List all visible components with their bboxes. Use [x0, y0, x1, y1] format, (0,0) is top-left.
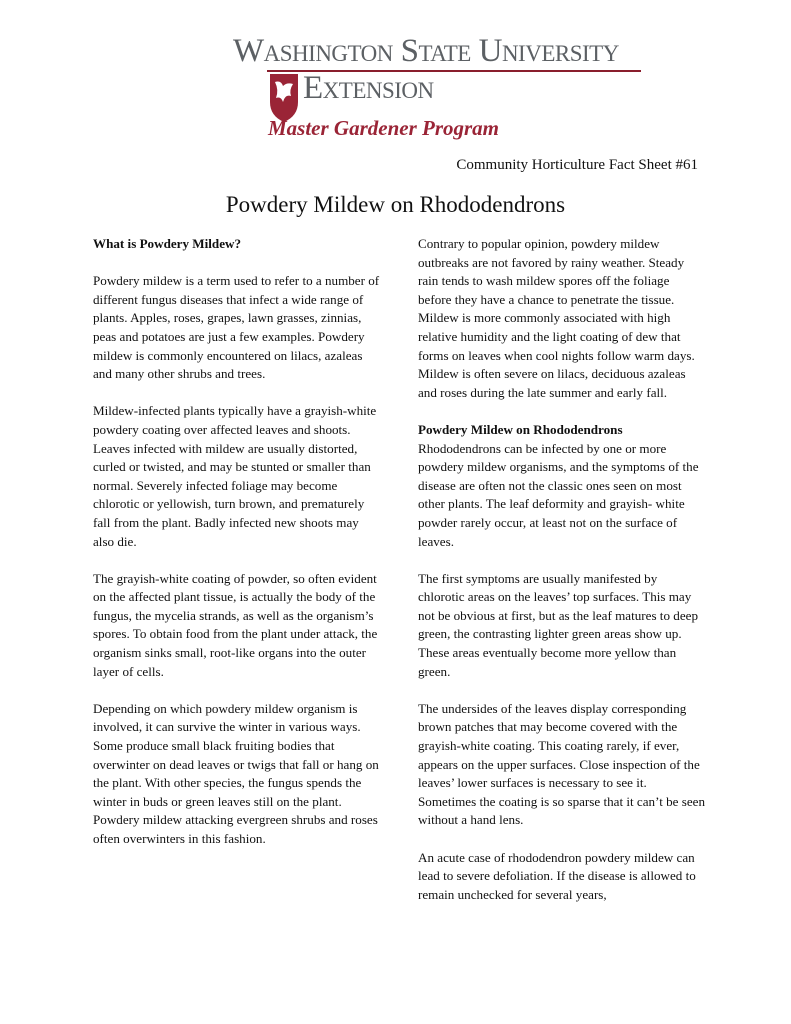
section-heading: What is Powdery Mildew?	[93, 236, 242, 251]
paragraph: Rhododendrons can be infected by one or more powdery mildew organisms, and the symptoms of the disease are often not the classic ones seen on most other plants. The leaf deformity and grayish- white powder rarely occur, at least not on the surface of leaves.	[418, 440, 699, 549]
fact-sheet-label: Community Horticulture Fact Sheet #61	[456, 157, 698, 173]
paragraph: Mildew-infected plants typically have a grayish-white powdery coating over affected leaves and shoots. Leaves infected with mildew are usually distorted, curled or twisted, and may be stunted or smaller than normal. Severely infected foliage may become chlorotic or yellowish, turn brown, and prematurely fall from the plant. Badly infected new shoots may also die.	[93, 403, 377, 549]
right-column	[418, 235, 706, 923]
section-heading: Powdery Mildew on Rhododendrons	[418, 421, 623, 437]
paragraph: The grayish-white coating of powder, so often evident on the affected plant tissue, is actually the body of the fungus, the mycelia strands, as well as the organism’s spores. To obtain food from the plant under attack, the organism sinks small, root-like organs into the outer layer of cells.	[93, 570, 378, 679]
page-title: Powdery Mildew on Rhododendrons	[225, 192, 566, 217]
paragraph: The first symptoms are usually manifested by chlorotic areas on the leaves’ top surfaces. This may not be obvious at first, but as the leaf matures to deep green, the contrasting lighter green areas show up. These areas eventually become more yellow than green.	[418, 570, 698, 679]
paragraph: An acute case of rhododendron powdery mildew can lead to severe defoliation. If the disease is allowed to remain unchecked for several years,	[418, 849, 696, 902]
extension-wordmark: Extension	[303, 70, 434, 106]
wsu-extension-logo	[233, 34, 653, 144]
paragraph: Powdery mildew is a term used to refer to a number of different fungus diseases that infect a wide range of plants. Apples, roses, grapes, lawn grasses, zinnias, peas and potatoes are just a few examples. Powdery mildew is commonly encountered on lilacs, azaleas and many other shrubs and trees.	[93, 273, 380, 382]
university-name: Washington State University	[233, 33, 619, 69]
paragraph: The undersides of the leaves display corresponding brown patches that may become covered with the grayish-white coating. This coating rarely, if ever, appears on the upper surfaces. Close inspection of the leaves’ lower surfaces is necessary to see it. Sometimes the coating is so sparse that it can’t be seen without a hand lens.	[418, 700, 706, 828]
paragraph: Depending on which powdery mildew organism is involved, it can survive the winter in various ways. Some produce small black fruiting bodies that overwinter on dead leaves or twigs that fall or hang on the plant. With other species, the fungus spends the winter in buds or green leaves still on the plant. Powdery mildew attacking evergreen shrubs and roses often overwinters in this fashion.	[93, 700, 379, 846]
program-name: Master Gardener Program	[268, 116, 500, 140]
paragraph: Contrary to popular opinion, powdery mildew outbreaks are not favored by rainy weather. Steady rain tends to wash mildew spores off the foliage before they have a chance to penetrate the tissue. Mildew is more commonly associated with high relative humidity and the light coating of dew that forms on leaves when cool nights follow warm days. Mildew is often severe on lilacs, deciduous azaleas and roses during the late summer and early fall.	[418, 236, 695, 400]
left-column	[93, 235, 381, 867]
